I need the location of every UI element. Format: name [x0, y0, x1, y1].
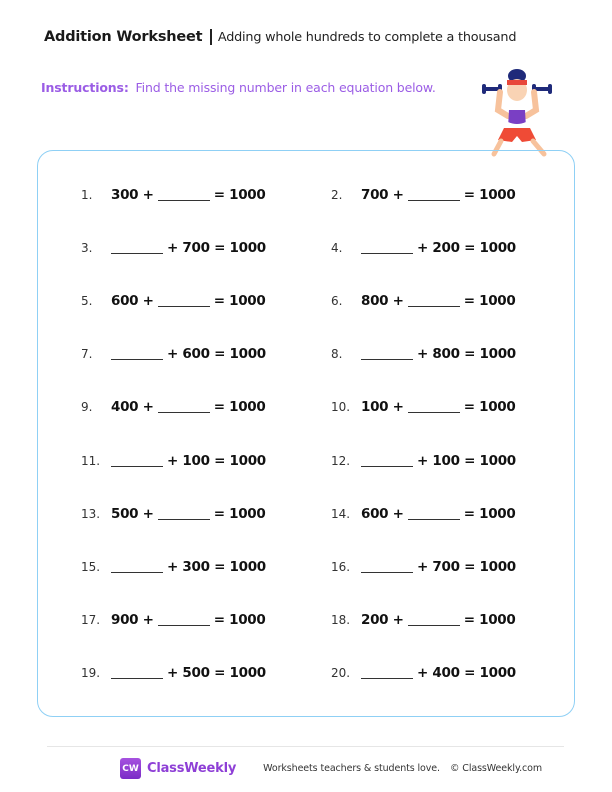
instructions-label: Instructions: [41, 80, 129, 95]
problem-number: 3. [81, 241, 93, 256]
equation [361, 665, 516, 681]
worksheet-subtitle: Adding whole hundreds to complete a thousand [217, 29, 517, 45]
problem-number: 1. [81, 188, 93, 202]
problem-number: 6. [331, 294, 343, 309]
equation [361, 399, 516, 415]
problem-item [331, 665, 516, 685]
answer-blank[interactable] [111, 252, 163, 254]
problem-number: 20. [331, 665, 351, 680]
equation-left: 300 + [111, 187, 154, 203]
equation [361, 293, 516, 309]
answer-blank[interactable] [361, 465, 413, 467]
equation [361, 187, 516, 203]
problem-item [81, 559, 266, 579]
equation [361, 453, 516, 469]
equation-left: 700 + [361, 187, 404, 203]
problem-item [81, 346, 266, 366]
equation [361, 612, 516, 628]
problems-panel [37, 150, 575, 717]
answer-blank[interactable] [111, 677, 163, 679]
problem-number: 14. [331, 506, 351, 521]
instructions-text: Find the missing number in each equation below. [135, 80, 436, 95]
equation [361, 346, 516, 362]
equation [111, 612, 266, 628]
problem-item [81, 240, 266, 260]
problem-number: 8. [331, 347, 343, 362]
problem-item [81, 187, 266, 207]
equation [361, 240, 516, 256]
problem-item [331, 240, 516, 260]
equation-right: = 1000 [213, 505, 266, 522]
answer-blank[interactable] [361, 571, 413, 573]
equation [361, 506, 516, 522]
equation-left: 600 + [111, 293, 154, 310]
problem-item [81, 665, 266, 685]
answer-blank[interactable] [361, 677, 413, 679]
problem-number: 19. [81, 665, 101, 680]
equation-right: + 700 = 1000 [167, 240, 266, 257]
problem-number: 16. [331, 559, 351, 574]
equation-right: = 1000 [213, 187, 266, 203]
answer-blank[interactable] [158, 305, 210, 307]
classweekly-logo-icon: CW [120, 758, 141, 779]
answer-blank[interactable] [361, 252, 413, 254]
answer-blank[interactable] [158, 411, 210, 413]
equation-left: 400 + [111, 399, 154, 416]
problem-item [331, 346, 516, 366]
problem-item [331, 187, 516, 207]
equation-right: = 1000 [463, 293, 516, 310]
answer-blank[interactable] [408, 411, 460, 413]
equation-left: 900 + [111, 611, 154, 628]
footer-divider [47, 746, 564, 747]
answer-blank[interactable] [408, 518, 460, 520]
equation [111, 506, 266, 522]
equation-right: + 700 = 1000 [417, 558, 516, 575]
equation-left: 500 + [111, 505, 154, 522]
equation [111, 240, 266, 256]
equation [111, 559, 266, 575]
equation-right: = 1000 [463, 187, 516, 203]
problem-number: 11. [81, 453, 101, 468]
problem-number: 5. [81, 294, 93, 309]
equation [111, 453, 266, 469]
brand-name: ClassWeekly [147, 761, 237, 776]
problem-number: 15. [81, 559, 101, 574]
problem-item [331, 506, 516, 526]
equation-left: 200 + [361, 611, 404, 628]
equation-left: 800 + [361, 293, 404, 310]
problem-number: 4. [331, 241, 343, 256]
problem-number: 7. [81, 347, 93, 362]
problem-number: 10. [331, 400, 351, 415]
equation [111, 346, 266, 362]
title-divider [210, 29, 212, 45]
instructions [41, 80, 436, 95]
problem-item [81, 293, 266, 313]
equation-right: + 500 = 1000 [167, 664, 266, 681]
equation [111, 399, 266, 415]
equation-right: + 100 = 1000 [167, 452, 266, 469]
answer-blank[interactable] [408, 305, 460, 307]
problem-number: 17. [81, 612, 101, 627]
answer-blank[interactable] [111, 358, 163, 360]
problem-item [331, 612, 516, 632]
equation-left: 600 + [361, 505, 404, 522]
problem-item [331, 453, 516, 473]
answer-blank[interactable] [408, 624, 460, 626]
equation-right: + 600 = 1000 [167, 346, 266, 363]
problem-item [81, 453, 266, 473]
equation [111, 187, 266, 203]
equation-right: = 1000 [463, 611, 516, 628]
problem-item [81, 399, 266, 419]
problem-number: 12. [331, 453, 351, 468]
equation-right: + 400 = 1000 [417, 664, 516, 681]
equation [111, 665, 266, 681]
answer-blank[interactable] [408, 199, 460, 201]
equation-right: = 1000 [213, 293, 266, 310]
equation-right: + 300 = 1000 [167, 558, 266, 575]
problem-item [81, 506, 266, 526]
answer-blank[interactable] [158, 518, 210, 520]
problem-number: 18. [331, 612, 351, 627]
equation-right: + 800 = 1000 [417, 346, 516, 363]
footer-tagline: Worksheets teachers & students love. [263, 763, 440, 774]
footer [120, 758, 542, 779]
problem-item [331, 293, 516, 313]
problem-number: 2. [331, 188, 343, 202]
equation-right: = 1000 [213, 611, 266, 628]
answer-blank[interactable] [158, 624, 210, 626]
problem-number: 9. [81, 400, 93, 415]
equation-right: + 100 = 1000 [417, 452, 516, 469]
equation-left: 100 + [361, 399, 404, 416]
equation-right: = 1000 [463, 399, 516, 416]
equation-right: = 1000 [463, 505, 516, 522]
equation-right: + 200 = 1000 [417, 240, 516, 257]
answer-blank[interactable] [158, 199, 210, 201]
equation-right: = 1000 [213, 399, 266, 416]
problem-number: 13. [81, 506, 101, 521]
weightlifter-kid-icon [478, 66, 556, 158]
footer-copyright: © ClassWeekly.com [449, 763, 543, 774]
problem-item [81, 612, 266, 632]
answer-blank[interactable] [111, 571, 163, 573]
equation [111, 293, 266, 309]
worksheet-header [44, 27, 516, 47]
problem-item [331, 559, 516, 579]
equation [361, 559, 516, 575]
answer-blank[interactable] [111, 465, 163, 467]
problem-item [331, 399, 516, 419]
answer-blank[interactable] [361, 358, 413, 360]
worksheet-title: Addition Worksheet [44, 29, 203, 45]
